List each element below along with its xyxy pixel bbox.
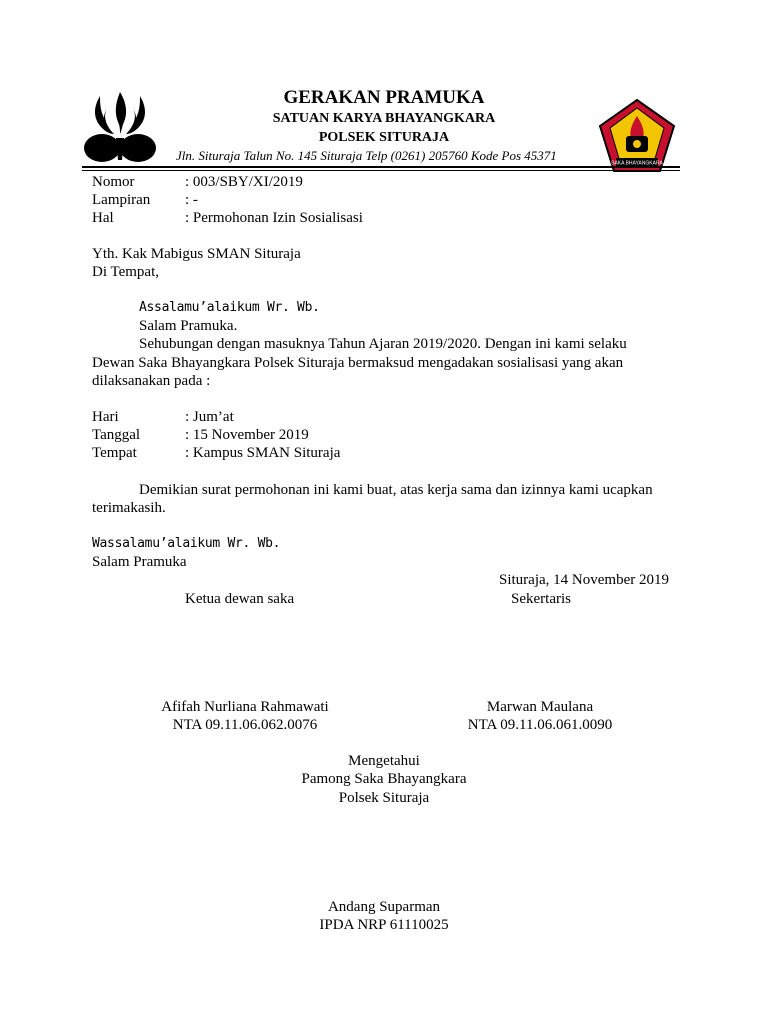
org-unit: SATUAN KARYA BHAYANGKARA: [272, 111, 496, 126]
event-value-tempat: : Kampus SMAN Situraja: [185, 445, 341, 461]
acknowledgement-id: IPDA NRP 61110025: [319, 917, 449, 933]
acknowledgement-name: Andang Suparman: [327, 899, 441, 915]
acknowledgement-unit: Polsek Situraja: [338, 790, 430, 806]
right-signer-name: Marwan Maulana: [486, 699, 594, 715]
meta-label-nomor: Nomor: [92, 174, 135, 190]
opening-salam: Salam Pramuka.: [139, 318, 238, 334]
closing-paragraph-line1: Demikian surat permohonan ini kami buat, atas kerja sama dan izinnya kami ucapkan: [139, 482, 653, 498]
closing-salam: Salam Pramuka: [92, 554, 187, 570]
meta-value-lampiran: : -: [185, 192, 198, 208]
opening-paragraph-line3: dilaksanakan pada :: [92, 373, 211, 389]
meta-value-nomor: : 003/SBY/XI/2019: [185, 174, 303, 190]
meta-value-hal: : Permohonan Izin Sosialisasi: [185, 210, 363, 226]
meta-label-lampiran: Lampiran: [92, 192, 151, 208]
opening-greeting: Assalamu’alaikum Wr. Wb.: [139, 300, 320, 315]
event-value-tanggal: : 15 November 2019: [185, 427, 309, 443]
left-signer-nta: NTA 09.11.06.062.0076: [172, 717, 318, 733]
acknowledgement-heading: Mengetahui: [348, 753, 420, 769]
event-label-tanggal: Tanggal: [92, 427, 141, 443]
recipient-place: Di Tempat,: [92, 264, 159, 280]
event-label-tempat: Tempat: [92, 445, 137, 461]
recipient-line: Yth. Kak Mabigus SMAN Situraja: [92, 246, 301, 262]
place-date: Situraja, 14 November 2019: [499, 572, 669, 588]
closing-farewell: Wassalamu’alaikum Wr. Wb.: [92, 536, 281, 551]
letterhead-divider-thin: [82, 170, 680, 171]
org-title: GERAKAN PRAMUKA: [283, 87, 485, 108]
org-address: Jln. Situraja Talun No. 145 Situraja Telp (0261) 205760 Kode Pos 45371: [176, 148, 557, 163]
right-signer-nta: NTA 09.11.06.061.0090: [467, 717, 613, 733]
org-sector: POLSEK SITURAJA: [318, 130, 450, 145]
left-signer-role: Ketua dewan saka: [185, 591, 295, 607]
letterhead-divider: [82, 166, 680, 168]
left-signer-name: Afifah Nurliana Rahmawati: [161, 699, 329, 715]
saka-logo-text: SAKA BHAYANGKARA: [611, 160, 663, 167]
opening-paragraph-line2: Dewan Saka Bhayangkara Polsek Situraja bermaksud mengadakan sosialisasi yang akan: [92, 355, 624, 371]
event-value-hari: : Jum’at: [185, 409, 234, 425]
closing-paragraph-line2: terimakasih.: [92, 500, 166, 516]
meta-label-hal: Hal: [92, 210, 114, 226]
acknowledgement-title: Pamong Saka Bhayangkara: [301, 771, 467, 787]
opening-paragraph-line1: Sehubungan dengan masuknya Tahun Ajaran 2019/2020. Dengan ini kami selaku: [139, 336, 627, 352]
event-label-hari: Hari: [92, 409, 119, 425]
right-signer-role: Sekertaris: [511, 591, 571, 607]
